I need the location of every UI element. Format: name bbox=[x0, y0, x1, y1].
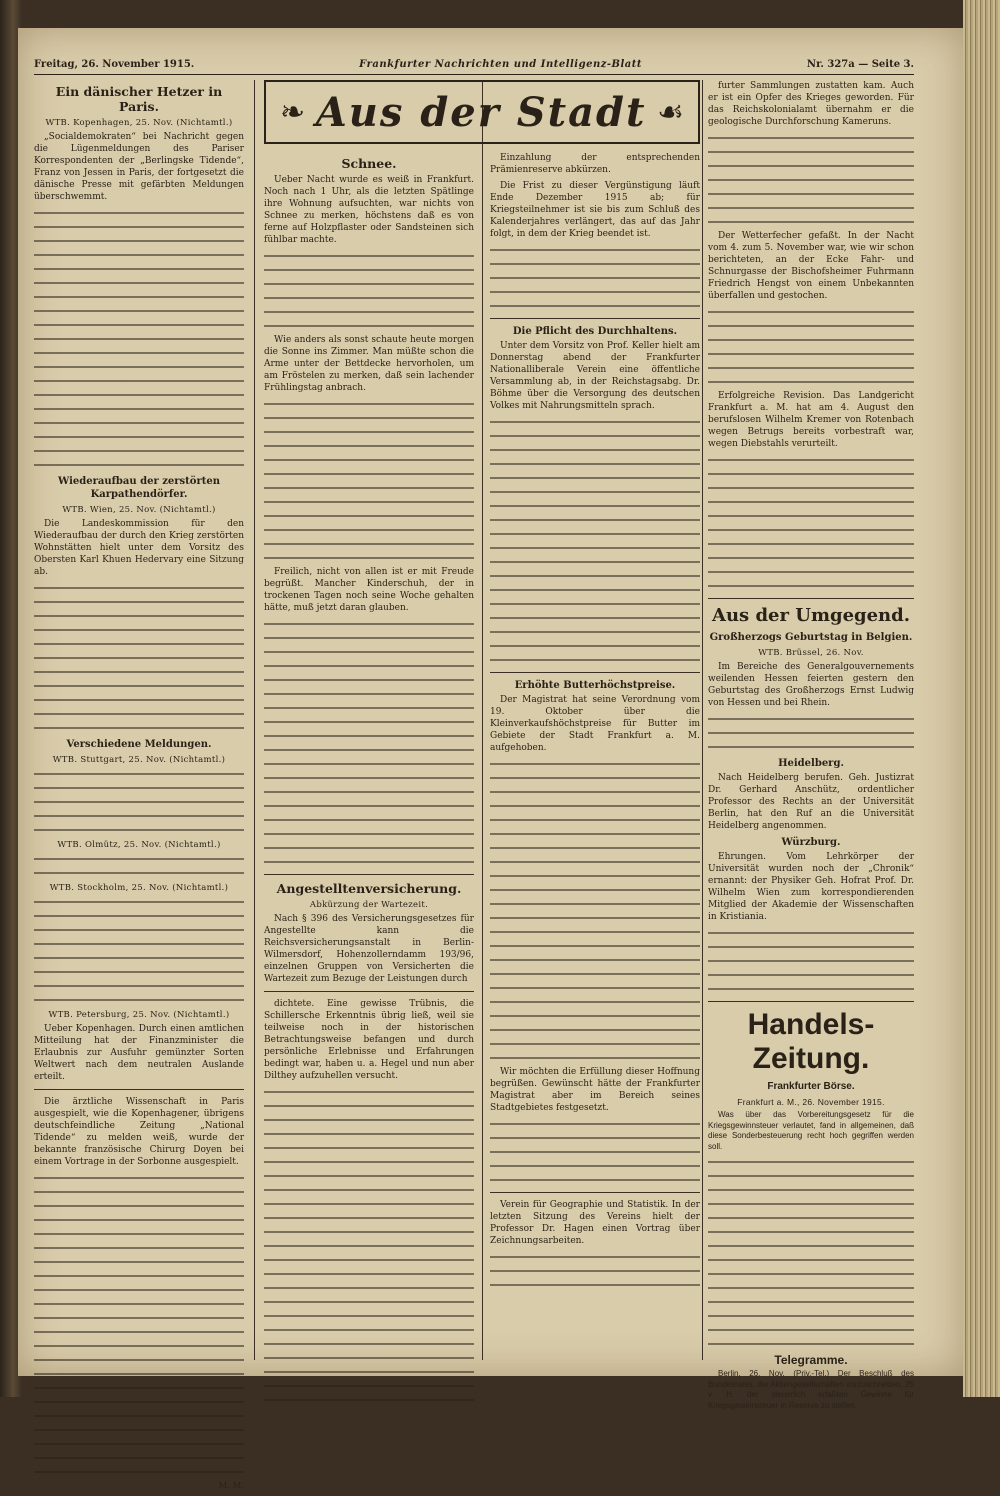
page-number: Nr. 327a — Seite 3. bbox=[806, 58, 914, 70]
article-title: Wiederaufbau der zerstörten Karpathendörfer. bbox=[58, 476, 220, 500]
ornament-icon: ❧ bbox=[280, 94, 306, 130]
article-text: Die Frist zu dieser Vergünstigung läuft Ende Dezember 1915 ab; für Kriegsteilnehmer ist sie bis zum Schluß des Kalenderjahres verlängert, das auf das Jahr folgt, in dem der Krieg beendet ist. bbox=[490, 181, 700, 239]
section-title: Aus der Umgegend. bbox=[712, 605, 910, 626]
newspaper-page bbox=[18, 28, 963, 1491]
article-text: Nach § 396 des Versicherungsgesetzes für Angestellte kann die Reichsversicherungsanstalt in Berlin-Wilmersdorf, Hohenzollerndamm 193/96, einzelnen Gruppen von Versicherten die Wartezeit zum Bezuge der Leistungen durch bbox=[264, 914, 474, 984]
dateline: WTB. Olmütz, 25. Nov. (Nichtamtl.) bbox=[57, 840, 221, 850]
article-text: Verein für Geographie und Statistik. In der letzten Sitzung des Vereins hielt der Professor Dr. Hagen einen Vortrag über Zeichnungsarbeiten. bbox=[490, 1200, 700, 1246]
article-text: Wie anders als sonst schaute heute morgen die Sonne ins Zimmer. Man müßte schon die Arme unter der Bettdecke hervorholen, um am Fröstelen zu merken, daß sein lachender Frühlingstag anbrach. bbox=[264, 335, 474, 393]
dateline: WTB. Stockholm, 25. Nov. (Nichtamtl.) bbox=[49, 883, 229, 893]
dateline: WTB. Brüssel, 26. Nov. bbox=[758, 648, 864, 658]
article-title: Verschiedene Meldungen. bbox=[66, 739, 212, 750]
article-text: Wir möchten die Erfüllung dieser Hoffnung begrüßen. Gewünscht hätte der Frankfurter Magistrat aber im Bereich seines Stadtgebietes festgesetzt. bbox=[490, 1067, 700, 1113]
page-stack-edge bbox=[963, 0, 1000, 1397]
column-1 bbox=[34, 80, 244, 1496]
column-2 bbox=[264, 152, 474, 1408]
newspaper-title: Frankfurter Nachrichten und Intelligenz-Blatt bbox=[359, 58, 643, 70]
article-text: Was über das Vorbereitungsgesetz für die Kriegsgewinnsteuer verlautet, fand in allgemeinen, daß diese Sonderbesteuerung recht hoch gegriffen werden soll. bbox=[708, 1110, 914, 1151]
article-title: Würzburg. bbox=[781, 837, 841, 848]
dateline: WTB. Kopenhagen, 25. Nov. (Nichtamtl.) bbox=[45, 118, 233, 128]
article-title: Die Pflicht des Durchhaltens. bbox=[512, 326, 678, 337]
article-title: Heidelberg. bbox=[778, 758, 844, 769]
article-text: Der Magistrat hat seine Verordnung vom 19. Oktober über die Kleinverkaufshöchstpreise für Butter im Gebiete der Stadt Frankfurt a. M. aufgehoben. bbox=[490, 695, 700, 753]
article-text: Unter dem Vorsitz von Prof. Keller hielt am Donnerstag abend der Frankfurter Nationalliberale Verein eine öffentliche Versammlung ab, in der Reichstagsabg. Dr. Böhme über die Versorgung des deutschen Volkes mit Nahrungsmitteln sprach. bbox=[490, 341, 700, 411]
article-title: Erhöhte Butterhöchstpreise. bbox=[514, 680, 676, 691]
article-text: Berlin, 26. Nov. (Priv.-Tel.) Der Beschluß des Bundesrates, die Aktiengesellschaften vorzuschreiben, 25 v. H. der steuerlich erfaßten Gewinne für Kriegsgewinnsteuer in Reserve zu stellen. bbox=[708, 1369, 914, 1410]
signature: M. M. bbox=[218, 1481, 244, 1491]
article-text: Ueber Kopenhagen. Durch einen amtlichen Mitteilung hat der Finanzminister die Erlaubnis zur Ausfuhr gemünzter Sorten Weltwert nach dem neutralen Auslande erteilt. bbox=[34, 1024, 244, 1082]
article-text: Erfolgreiche Revision. Das Landgericht Frankfurt a. M. hat am 4. August den berufslosen Wilhelm Kremer von Rotenbach wegen Betrugs bereits vorbestraft war, wegen Diebstahls verurteilt. bbox=[708, 391, 914, 449]
article-title: Telegramme. bbox=[774, 1353, 848, 1367]
dateline: WTB. Petersburg, 25. Nov. (Nichtamtl.) bbox=[48, 1010, 230, 1020]
article-text: „Socialdemokraten“ bei Nachricht gegen die Lügenmeldungen des Pariser Korrespondenten der „Berlingske Tidende“, Franz von Jessen in Paris, der fortgesetzt die dänische Presse mit gefärbten Meldungen überschwemmt. bbox=[34, 132, 244, 202]
column-rule bbox=[702, 80, 703, 1360]
column-rule bbox=[254, 80, 255, 1360]
article-text: Im Bereiche des Generalgouvernements weilenden Hessen feierten gestern den Geburtstag des Großherzogs Ernst Ludwig von Hessen und bei Rhein. bbox=[708, 662, 914, 708]
masthead bbox=[34, 54, 914, 75]
article-title: Großherzogs Geburtstag in Belgien. bbox=[709, 632, 913, 643]
column-4 bbox=[708, 80, 914, 1415]
ornament-icon: ☙ bbox=[657, 94, 684, 130]
issue-date: Freitag, 26. November 1915. bbox=[34, 58, 195, 70]
dateline: WTB. Wien, 25. Nov. (Nichtamtl.) bbox=[62, 505, 216, 515]
article-title: Frankfurter Börse. bbox=[767, 1081, 855, 1092]
article-title: Schnee. bbox=[341, 156, 397, 171]
article-text: Freilich, nicht von allen ist er mit Freude begrüßt. Mancher Kinderschuh, der in trockenen Tagen noch seine Woche gehalten hätte, muß jetzt daran glauben. bbox=[264, 567, 474, 613]
article-text: Einzahlung der entsprechenden Prämienreserve abkürzen. bbox=[490, 153, 700, 175]
article-subtitle: Abkürzung der Wartezeit. bbox=[309, 900, 429, 910]
article-text: Der Wetterfecher gefaßt. In der Nacht vom 4. zum 5. November war, wie wir schon berichteten, an der Ecke Fahr- und Schnurgasse der Bischofsheimer Fuhrmann Friedrich Hengst von einem Unbekannten überfallen und gestochen. bbox=[708, 231, 914, 301]
feuilleton-text: dichtete. Eine gewisse Trübnis, die Schillersche Erkenntnis übrig ließ, weil sie teilweise noch in der historischen Betrachtungsweise befangen und durch persönliche Erlebnisse und Erfahrungen bedingt war, haben u. a. Hegel und nun aber Dilthey aufzuhellen versucht. bbox=[264, 999, 474, 1081]
section-title: Handels-Zeitung. bbox=[747, 1008, 875, 1075]
section-header-box bbox=[264, 80, 700, 144]
section-title: Aus der Stadt bbox=[315, 88, 647, 136]
article-text: Ehrungen. Vom Lehrkörper der Universität wurden noch der „Chronik“ ernannt: der Physiker Geh. Hofrat Prof. Dr. Wilhelm Wien zum korrespondierenden Mitglied der Akademie der Wissenschaften in Kristiania. bbox=[708, 852, 914, 922]
dateline: WTB. Stuttgart, 25. Nov. (Nichtamtl.) bbox=[52, 755, 226, 765]
article-text: Ueber Nacht wurde es weiß in Frankfurt. Noch nach 1 Uhr, als die letzten Spätlinge ihre Wohnung aufsuchten, war nichts von Schnee zu merken, höchstens daß es von ferne auf Holzpflaster oder Sandsteinen sich fühlbar machte. bbox=[264, 175, 474, 245]
column-3 bbox=[490, 152, 700, 1293]
article-title: Angestelltenversicherung. bbox=[276, 881, 462, 896]
article-text: Nach Heidelberg berufen. Geh. Justizrat Dr. Gerhard Anschütz, ordentlicher Professor des Rechts an der Universität Berlin, hat den Ruf an die Universität Heidelberg angenommen. bbox=[708, 773, 914, 831]
feuilleton-text: Die ärztliche Wissenschaft in Paris ausgespielt, wie die Kopenhagener, übrigens deutschfeindliche Zeitung „National Tidende“ zu melden weiß, wurde der bekannte französische Chirurg Doyen bei einem Vortrage in der Sorbonne ausgespielt. bbox=[34, 1097, 244, 1167]
article-text: furter Sammlungen zustatten kam. Auch er ist ein Opfer des Krieges geworden. Für das Reichskolonialamt übernahm er die geologische Durchforschung Kameruns. bbox=[708, 81, 914, 127]
column-rule bbox=[482, 80, 483, 1360]
dateline: Frankfurt a. M., 26. November 1915. bbox=[737, 1097, 885, 1107]
article-title: Ein dänischer Hetzer in Paris. bbox=[55, 84, 223, 114]
article-text: Die Landeskommission für den Wiederaufbau der durch den Krieg zerstörten Wohnstätten hielt unter dem Vorsitz des Obersten Karl Khuen Hedervary eine Sitzung ab. bbox=[34, 519, 244, 577]
